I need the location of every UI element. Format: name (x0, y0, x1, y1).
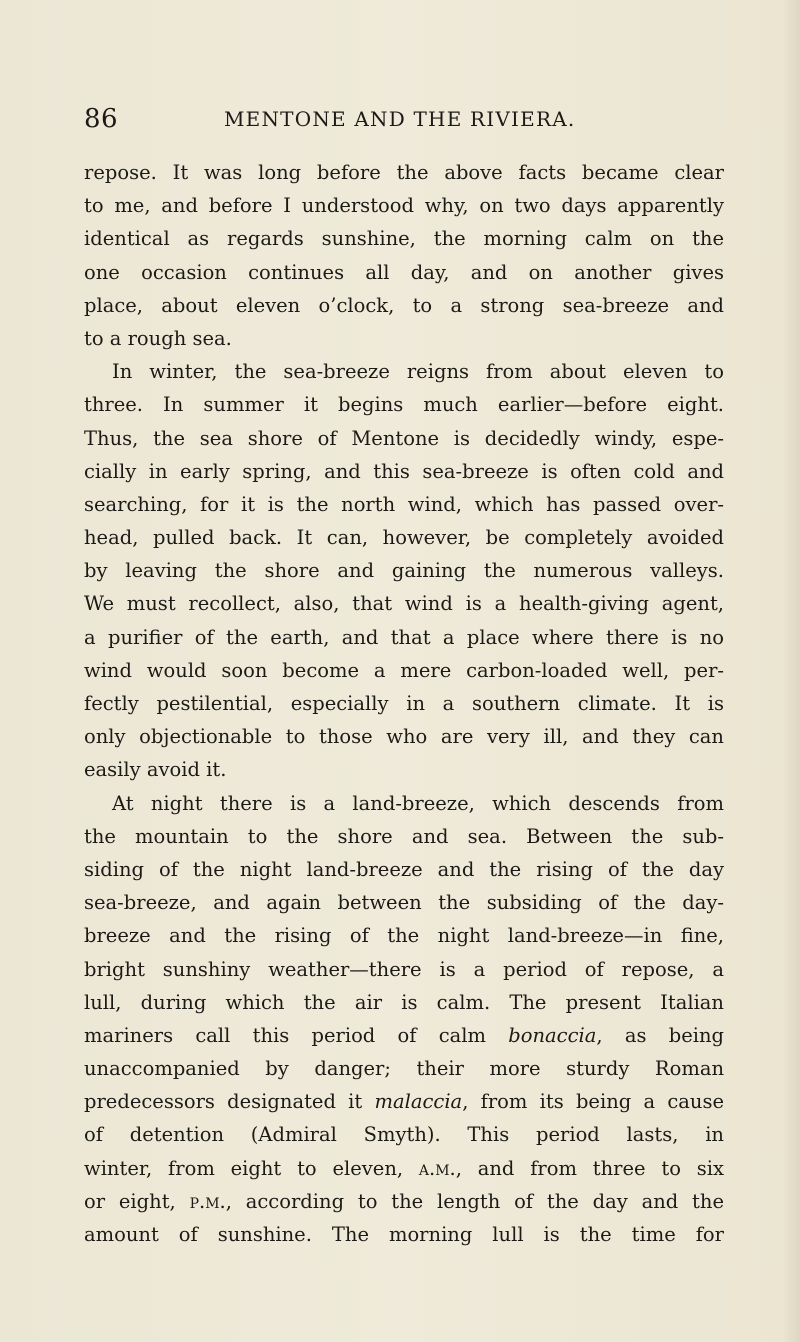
text-line: a purifier of the earth, and that a place where there is no (84, 625, 724, 649)
text-line: to me, and before I understood why, on two days apparently (84, 194, 724, 218)
time-abbreviation-pm: p.m. (189, 1189, 226, 1213)
text-line: In winter, the sea-breeze reigns from about eleven to (112, 360, 724, 384)
text-line: easily avoid it. (84, 758, 227, 782)
text-line: Thus, the sea shore of Mentone is decidedly windy, espe- (84, 426, 724, 450)
italic-term-bonaccia: bonaccia (508, 1023, 597, 1047)
text-line: bright sunshiny weather—there is a period of repose, a (84, 957, 724, 981)
text-line (84, 1185, 724, 1218)
text-line: repose. It was long before the above facts became clear (84, 161, 724, 184)
text-segment: , and from three to six (455, 1156, 724, 1180)
text-line: amount of sunshine. The morning lull is the time for (84, 1223, 724, 1246)
text-line: lull, during which the air is calm. The present Italian (84, 990, 724, 1014)
text-segment: , according to the length of the day and the (225, 1189, 724, 1213)
text-line: sea-breeze, and again between the subsiding of the day- (84, 891, 724, 915)
text-line (84, 1085, 724, 1118)
text-segment: mariners call this period of calm (84, 1023, 487, 1047)
page-header (84, 104, 724, 144)
text-line: the mountain to the shore and sea. Between the sub- (84, 824, 724, 848)
body-text (84, 156, 724, 1251)
text-line: place, about eleven o’clock, to a strong sea-breeze and (84, 293, 724, 317)
text-segment: , as being (596, 1023, 725, 1047)
text-line: to a rough sea. (84, 326, 232, 350)
running-title: MENTONE AND THE RIVIERA. (224, 107, 576, 131)
text-segment: or eight, (84, 1189, 176, 1213)
text-line: three. In summer it begins much earlier—before eight. (84, 393, 724, 417)
page-edge-shadow (782, 0, 800, 1342)
text-line: We must recollect, also, that wind is a health-giving agent, (84, 592, 724, 616)
text-line: searching, for it is the north wind, which has passed over- (84, 492, 724, 516)
text-line (84, 1019, 724, 1052)
text-segment: predecessors designated it (84, 1090, 363, 1114)
time-abbreviation-am: a.m. (418, 1156, 456, 1180)
text-segment: winter, from eight to eleven, (84, 1156, 404, 1180)
text-line: siding of the night land-breeze and the rising of the day (84, 857, 724, 881)
text-segment: , from its being a cause (462, 1090, 724, 1114)
text-line: unaccompanied by danger; their more sturdy Roman (84, 1057, 724, 1081)
text-line: only objectionable to those who are very ill, and they can (84, 725, 724, 749)
text-line: identical as regards sunshine, the morning calm on the (84, 227, 724, 251)
text-line: cially in early spring, and this sea-breeze is often cold and (84, 459, 724, 483)
text-line: breeze and the rising of the night land-breeze—in fine, (84, 924, 724, 948)
text-line: one occasion continues all day, and on another gives (84, 260, 724, 284)
text-line: by leaving the shore and gaining the numerous valleys. (84, 559, 724, 583)
page-number: 86 (84, 104, 119, 134)
text-line: of detention (Admiral Smyth). This period lasts, in (84, 1123, 724, 1147)
italic-term-malaccia: malaccia (374, 1090, 463, 1114)
text-line: At night there is a land-breeze, which descends from (112, 791, 724, 815)
text-line: wind would soon become a mere carbon-loaded well, per- (84, 658, 724, 682)
text-line: fectly pestilential, especially in a southern climate. It is (84, 692, 724, 715)
text-line (84, 1152, 724, 1185)
text-line: head, pulled back. It can, however, be completely avoided (84, 526, 724, 550)
